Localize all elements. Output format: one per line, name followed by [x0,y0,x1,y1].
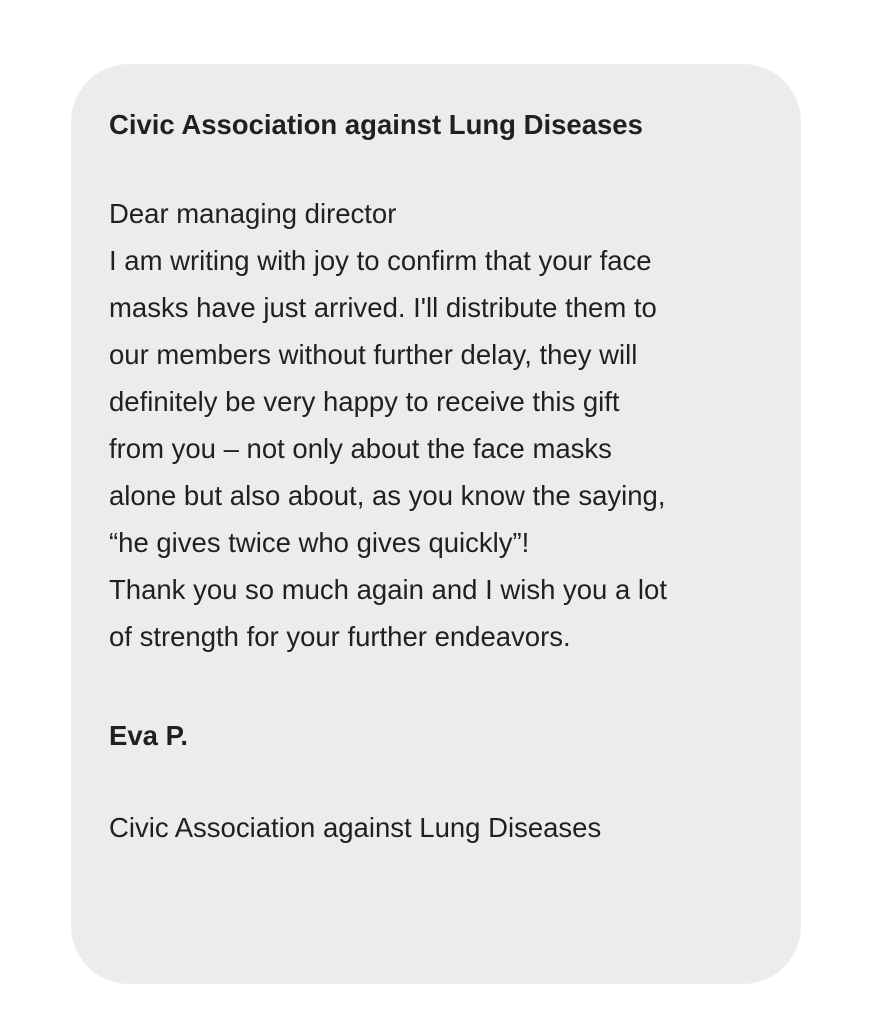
letter-body-line: alone but also about, as you know the saying, [109,480,666,511]
letter-card [71,64,801,984]
letter-body-line: from you – not only about the face masks [109,433,612,464]
letter-header-organization: Civic Association against Lung Diseases [109,109,643,140]
letter-greeting: Dear managing director [109,198,397,229]
signature-organization: Civic Association against Lung Diseases [109,812,602,843]
letter-body-line: “he gives twice who gives quickly”! [109,527,530,558]
letter-body-line: Thank you so much again and I wish you a lot [109,574,667,605]
letter-body-line: our members without further delay, they will [109,339,638,370]
letter-body [109,237,771,660]
signature-name: Eva P. [109,720,189,751]
letter-body-line: masks have just arrived. I'll distribute them to [109,292,657,323]
letter-body-line: I am writing with joy to confirm that your face [109,245,652,276]
letter-body-line: of strength for your further endeavors. [109,621,571,652]
letter-body-line: definitely be very happy to receive this gift [109,386,620,417]
